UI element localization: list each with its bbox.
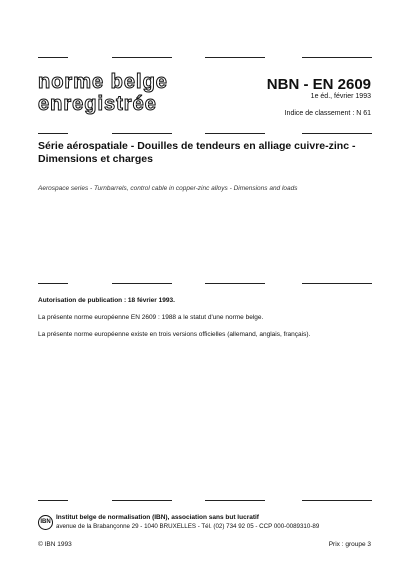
mid-rule-4 (302, 133, 372, 134)
title-french-line2: Dimensions et charges (38, 153, 153, 165)
lower-rule-4 (302, 283, 372, 284)
footer-rule-4 (302, 500, 372, 501)
mid-rule-2 (112, 133, 172, 134)
lower-rule-3 (205, 283, 265, 284)
top-rule-1 (38, 57, 68, 58)
mid-rule-1 (38, 133, 68, 134)
ibn-logo-icon: IBN (38, 515, 53, 530)
standard-id: NBN - EN 2609 (266, 76, 371, 93)
lower-rule-2 (112, 283, 172, 284)
versions-paragraph: La présente norme européenne existe en trois versions officielles (allemand, anglais, français). (38, 331, 311, 338)
classification-index: Indice de classement : N 61 (284, 110, 371, 117)
price-group: Prix : groupe 3 (328, 541, 371, 548)
top-rule-4 (302, 57, 372, 58)
edition-date: 1e éd., février 1993 (310, 93, 371, 100)
title-french-line1: Série aérospatiale - Douilles de tendeurs en alliage cuivre-zinc - (38, 140, 356, 152)
footer-rule-3 (205, 500, 265, 501)
copyright: © IBN 1993 (38, 541, 72, 548)
footer-rule-1 (38, 500, 68, 501)
norm-label-line2: enregistrée (38, 93, 157, 115)
lower-rule-1 (38, 283, 68, 284)
status-paragraph: La présente norme européenne EN 2609 : 1988 a le statut d'une norme belge. (38, 314, 264, 321)
top-rule-3 (205, 57, 265, 58)
norm-label-line1: norme belge (38, 71, 168, 93)
institute-line1: Institut belge de normalisation (IBN), association sans but lucratif (56, 514, 259, 521)
top-rule-2 (112, 57, 172, 58)
institute-line2: avenue de la Brabançonne 29 - 1040 BRUXELLES - Tél. (02) 734 92 05 - CCP 000-0089310-89 (56, 523, 320, 530)
publication-authorization: Autorisation de publication : 18 février 1993. (38, 297, 175, 304)
title-english: Aerospace series - Turnbarrels, control cable in copper-zinc alloys - Dimensions and loads (38, 185, 298, 192)
mid-rule-3 (205, 133, 265, 134)
footer-rule-2 (112, 500, 172, 501)
